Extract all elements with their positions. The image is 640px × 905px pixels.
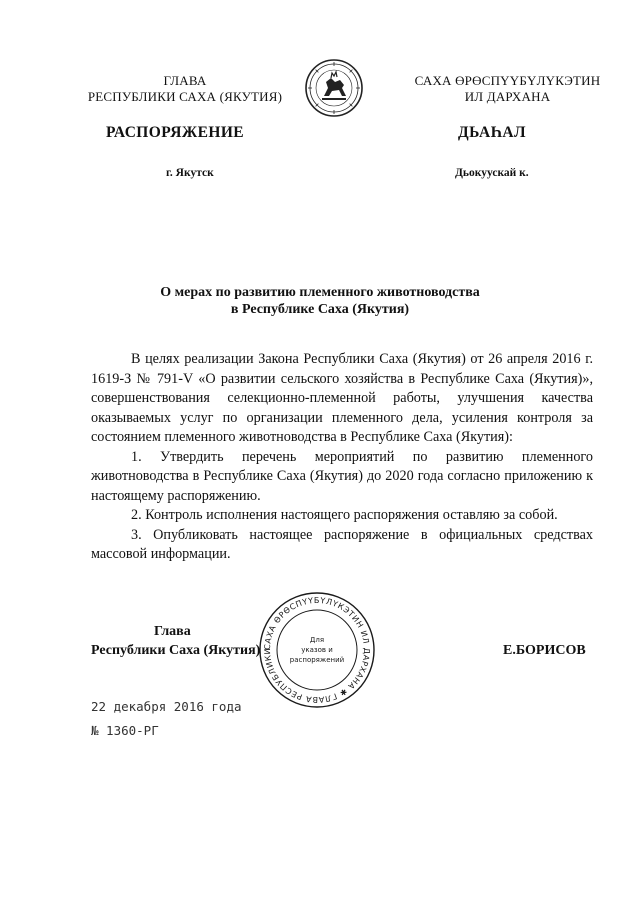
subject-line1: О мерах по развитию племенного животноводства (160, 285, 480, 300)
body-preamble: В целях реализации Закона Республики Саха (Якутия) от 26 апреля 2016 г. 1619-З № 791-V «О развитии сельского хозяйства в Республике Саха (Якутия)», совершенствования селекционно-племенной работы, улучшения качества оказываемых услуг по организации племенного дела, усиления контроля за состоянием племенного животноводства в Республике Саха (Якутия): (91, 351, 593, 445)
body-item-2: 2. Контроль исполнения настоящего распоряжения оставляю за собой. (131, 507, 558, 523)
body-item-1: 1. Утвердить перечень мероприятий по развитию племенного животноводства в Республике Саха (Якутия) до 2020 года согласно приложению к настоящему распоряжению. (91, 448, 593, 504)
signature-title-line1: Глава (154, 624, 191, 639)
document-subject (100, 284, 540, 318)
header-left-line1: ГЛАВА (163, 73, 207, 88)
header-right-line2: ИЛ ДАРХАНА (464, 89, 551, 104)
stamp-center-line1: Для (309, 636, 325, 644)
document-body (91, 350, 593, 565)
title-ru: РАСПОРЯЖЕНИЕ (106, 124, 245, 141)
header-left-line2: РЕСПУБЛИКИ САХА (ЯКУТИЯ) (87, 89, 283, 104)
header-right (390, 73, 625, 105)
emblem-icon (304, 58, 364, 118)
signature-name: Е.БОРИСОВ (503, 643, 586, 658)
header-right-line1: САХА ӨРӨСПҮҮБҮЛҮКЭТИН (414, 73, 601, 88)
stamp-seal-icon (257, 590, 377, 710)
stamp-center-line3: распоряжений (289, 656, 345, 664)
signature-title-line2: Республики Саха (Якутия) (91, 643, 261, 658)
title-sakha: ДЬАҺАЛ (458, 124, 526, 141)
document-number: № 1360-РГ (91, 723, 159, 738)
coat-of-arms-emblem (304, 58, 364, 118)
body-item-3: 3. Опубликовать настоящее распоряжение в официальных средствах массовой информации. (91, 526, 593, 562)
official-stamp (257, 590, 377, 710)
stamp-center-line2: указов и (301, 646, 333, 654)
stamp-ring-text: САХА ӨРӨСПҮҮБҮЛҮКЭТИН ИЛ ДАРХАНА ✱ ГЛАВА РЕСПУБЛИКИ (262, 595, 372, 705)
header-left (70, 73, 300, 105)
subject-line2: в Республике Саха (Якутия) (230, 302, 410, 317)
city-sakha: Дьокуускай к. (455, 167, 529, 179)
document-date: 22 декабря 2016 года (91, 699, 242, 714)
city-ru: г. Якутск (166, 167, 214, 179)
